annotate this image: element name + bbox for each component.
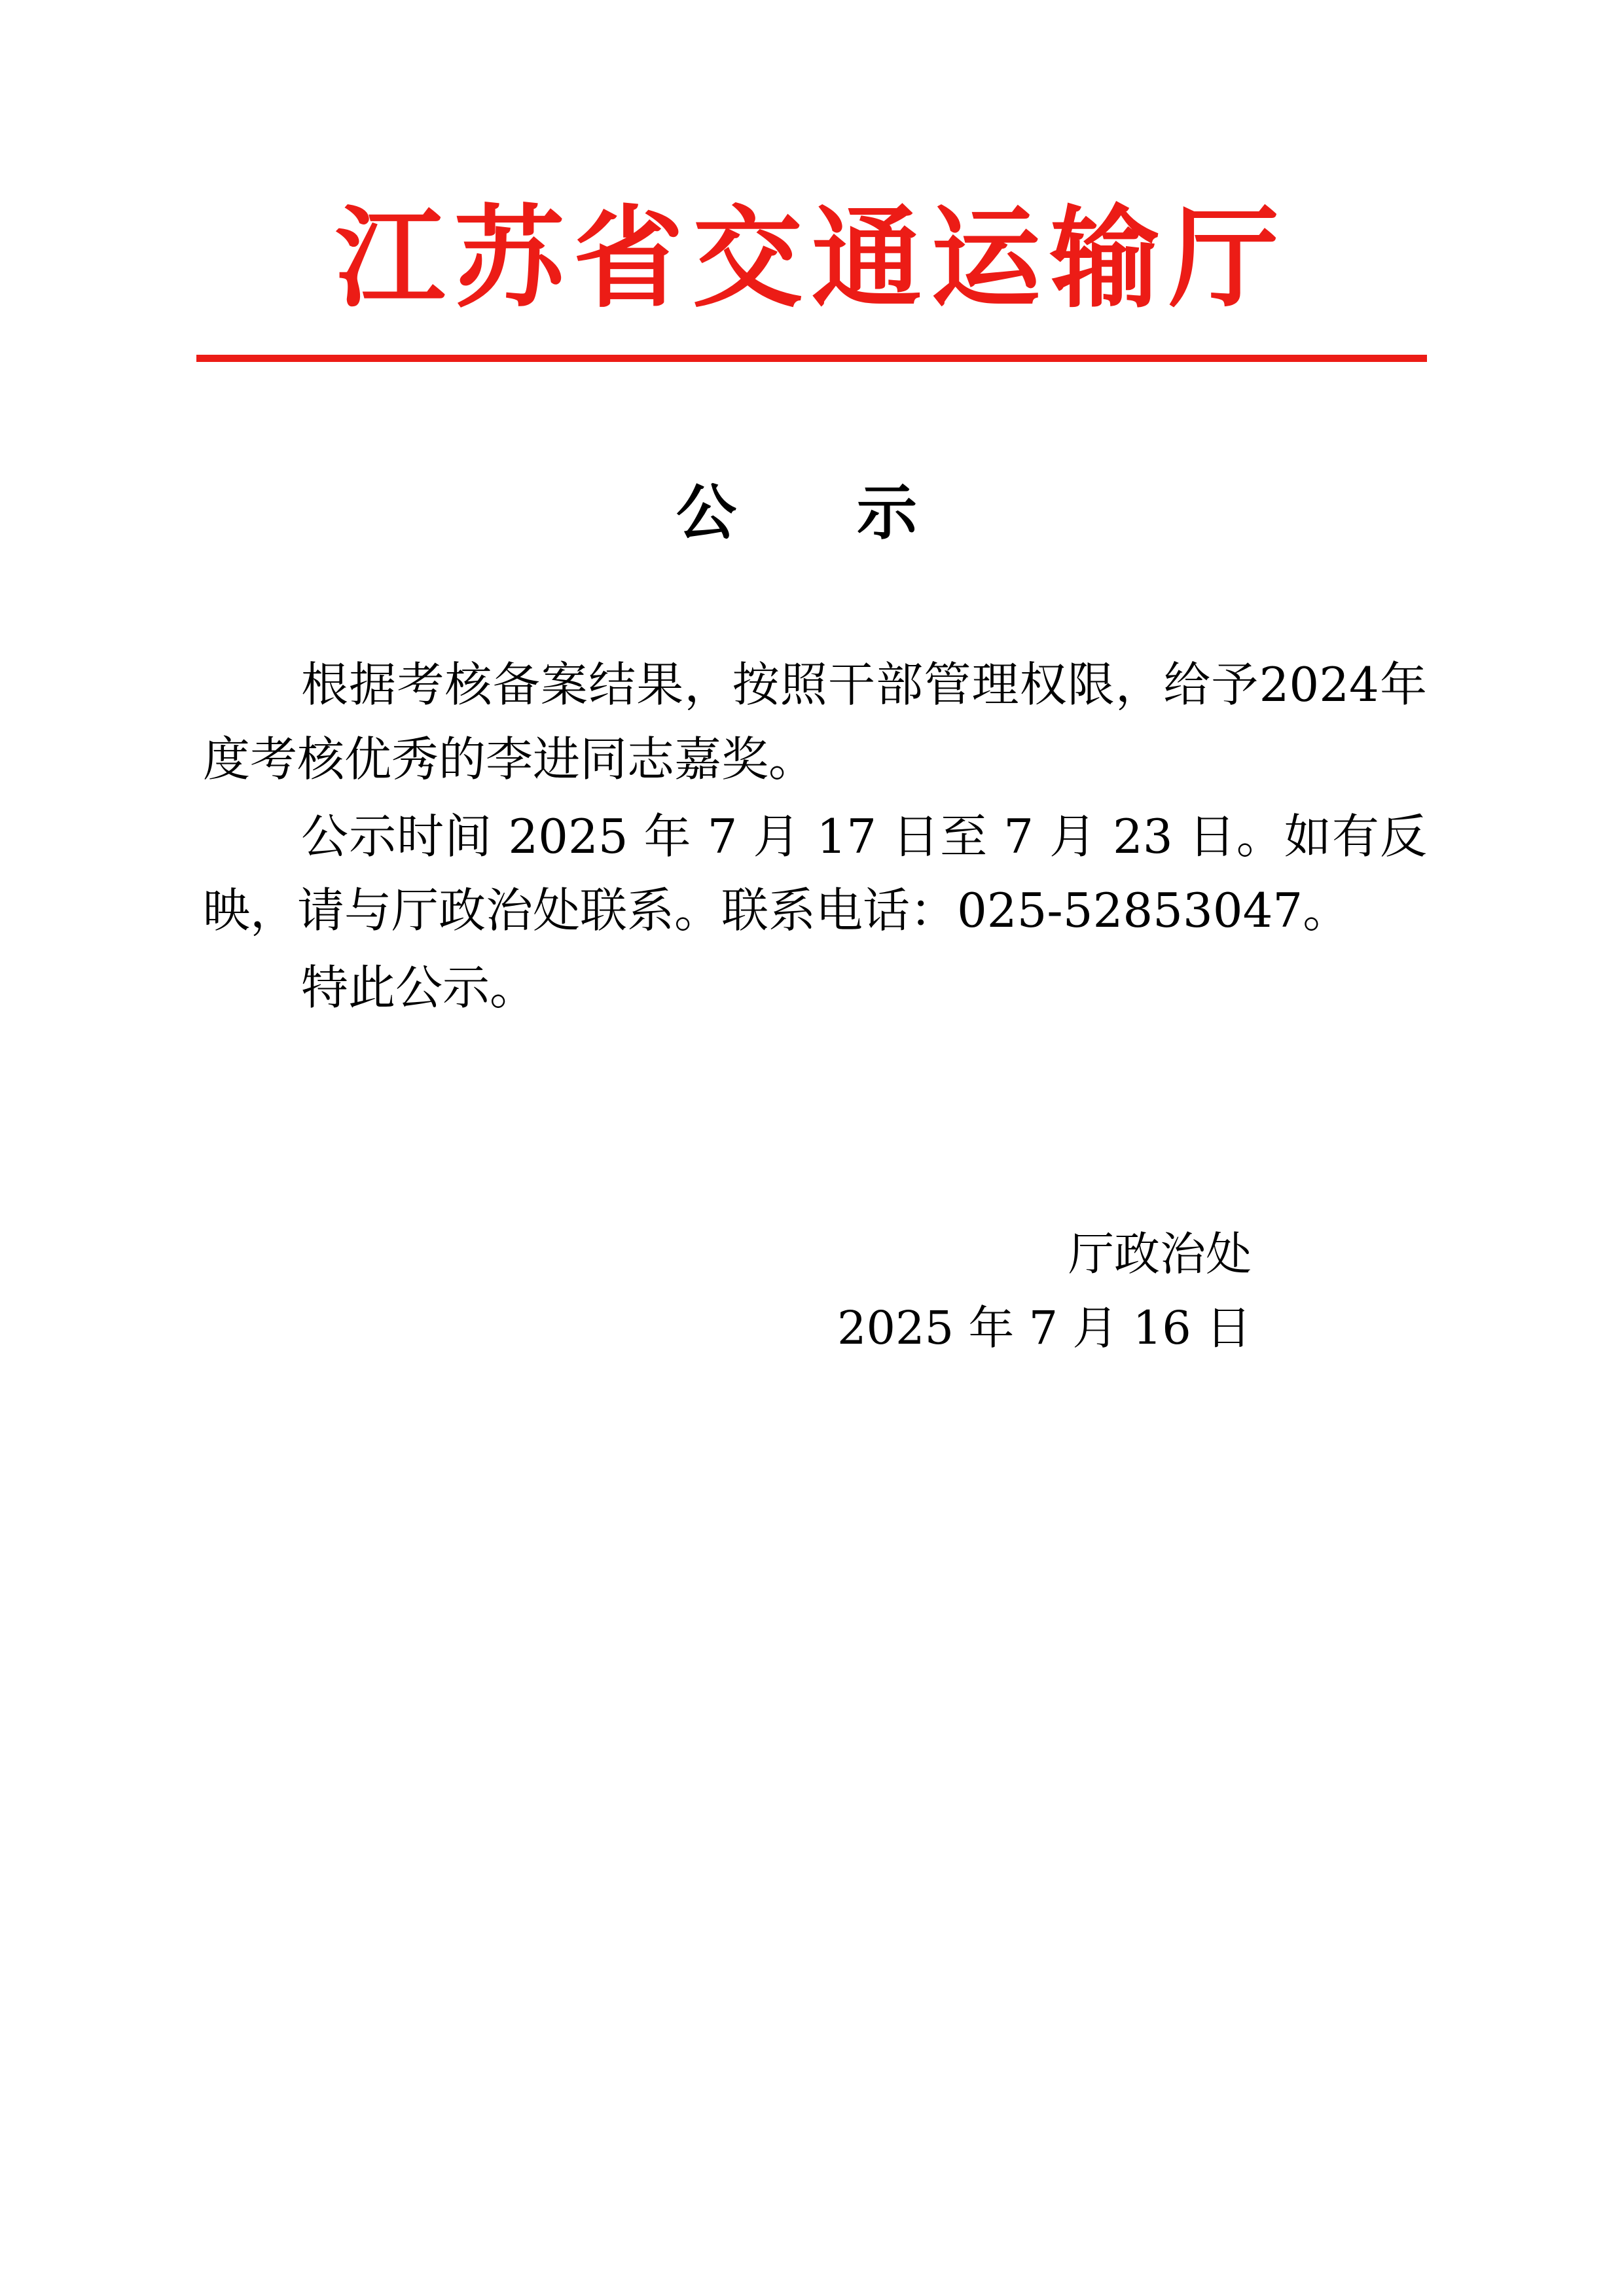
signature-date: 2025 年 7 月 16 日 xyxy=(837,1301,1252,1355)
body-paragraph: 公示时间 2025 年 7 月 17 日至 7 月 23 日。如有反映，请与厅政治处联系。联系电话：025-52853047。 xyxy=(203,808,1427,939)
letterhead xyxy=(196,193,1427,362)
signature-block xyxy=(203,1217,1427,1366)
signature-department: 厅政治处 xyxy=(1068,1227,1252,1281)
document-type-heading: 公 示 xyxy=(676,477,947,548)
document-body xyxy=(203,648,1427,1028)
letterhead-organization: 江苏省交通运输厅 xyxy=(335,193,1288,323)
letterhead-divider xyxy=(196,355,1427,362)
body-paragraph: 根据考核备案结果，按照干部管理权限，给予2024年度考核优秀的李进同志嘉奖。 xyxy=(203,657,1427,787)
body-paragraph: 特此公示。 xyxy=(301,960,537,1015)
